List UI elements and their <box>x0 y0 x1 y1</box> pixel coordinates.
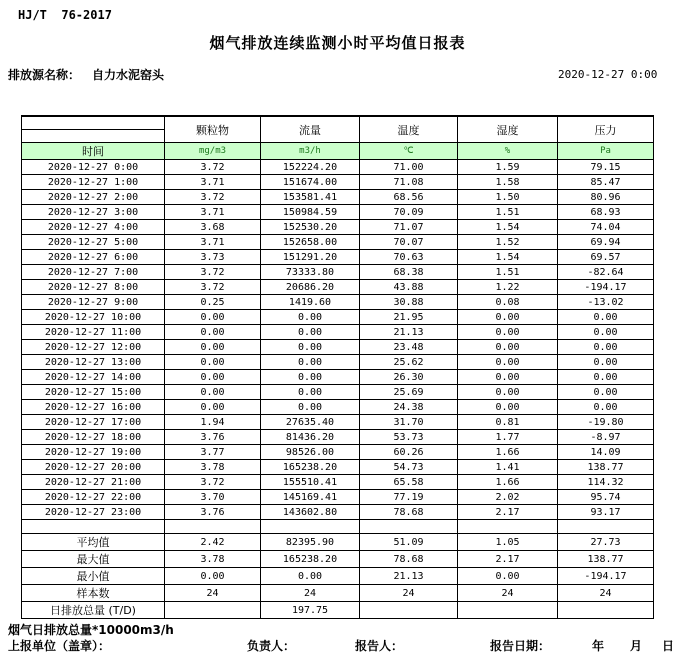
value-cell: 0.00 <box>261 385 360 400</box>
value-cell: 54.73 <box>360 460 458 475</box>
value-cell: 0.00 <box>261 355 360 370</box>
summary-value: 21.13 <box>360 568 458 585</box>
value-cell: 1.77 <box>458 430 558 445</box>
value-cell: 93.17 <box>558 505 654 520</box>
value-cell: 79.15 <box>558 160 654 175</box>
value-cell: 3.71 <box>165 205 261 220</box>
unit-flow: m3/h <box>261 143 360 160</box>
col-header-flow: 流量 <box>261 116 360 143</box>
value-cell: 3.68 <box>165 220 261 235</box>
value-cell: 81436.20 <box>261 430 360 445</box>
value-cell: 21.13 <box>360 325 458 340</box>
value-cell: 3.71 <box>165 175 261 190</box>
value-cell: 21.95 <box>360 310 458 325</box>
time-cell: 2020-12-27 18:00 <box>22 430 165 445</box>
time-cell: 2020-12-27 1:00 <box>22 175 165 190</box>
value-cell: 3.76 <box>165 430 261 445</box>
source-name: 自力水泥窑头 <box>92 68 165 82</box>
unit-humidity: % <box>458 143 558 160</box>
source-label: 排放源名称： <box>8 68 81 82</box>
value-cell: 68.93 <box>558 205 654 220</box>
value-cell: 0.00 <box>165 325 261 340</box>
summary-value: 24 <box>165 585 261 602</box>
table-row <box>22 310 654 325</box>
day-label: 日 <box>662 639 675 653</box>
spacer-row <box>22 520 654 534</box>
time-cell: 2020-12-27 3:00 <box>22 205 165 220</box>
summary-value: 24 <box>360 585 458 602</box>
time-cell: 2020-12-27 22:00 <box>22 490 165 505</box>
value-cell: 0.00 <box>165 370 261 385</box>
value-cell: 14.09 <box>558 445 654 460</box>
table-row <box>22 385 654 400</box>
header-blank-bottom <box>22 130 165 143</box>
time-cell: 2020-12-27 7:00 <box>22 265 165 280</box>
value-cell: 1.58 <box>458 175 558 190</box>
value-cell: 77.19 <box>360 490 458 505</box>
col-header-pressure: 压力 <box>558 116 654 143</box>
summary-value <box>558 602 654 619</box>
value-cell: 0.08 <box>458 295 558 310</box>
summary-value <box>360 602 458 619</box>
value-cell: 1.52 <box>458 235 558 250</box>
value-cell: 3.72 <box>165 190 261 205</box>
spacer-cell <box>261 520 360 534</box>
value-cell: 2.17 <box>458 505 558 520</box>
value-cell: 98526.00 <box>261 445 360 460</box>
col-header-temperature: 温度 <box>360 116 458 143</box>
table-row <box>22 160 654 175</box>
table-row <box>22 325 654 340</box>
time-cell: 2020-12-27 8:00 <box>22 280 165 295</box>
time-cell: 2020-12-27 13:00 <box>22 355 165 370</box>
value-cell: 31.70 <box>360 415 458 430</box>
time-cell: 2020-12-27 4:00 <box>22 220 165 235</box>
summary-label: 日排放总量 (T/D) <box>22 602 165 619</box>
summary-value: 2.17 <box>458 551 558 568</box>
value-cell: 0.00 <box>558 385 654 400</box>
value-cell: 0.25 <box>165 295 261 310</box>
value-cell: 114.32 <box>558 475 654 490</box>
summary-value: 0.00 <box>458 568 558 585</box>
value-cell: 3.76 <box>165 505 261 520</box>
monitoring-table <box>21 115 654 619</box>
time-cell: 2020-12-27 9:00 <box>22 295 165 310</box>
value-cell: -13.02 <box>558 295 654 310</box>
value-cell: 0.00 <box>458 340 558 355</box>
value-cell: 0.00 <box>165 385 261 400</box>
table-row <box>22 340 654 355</box>
value-cell: 1.54 <box>458 220 558 235</box>
summary-value: -194.17 <box>558 568 654 585</box>
value-cell: -19.80 <box>558 415 654 430</box>
spacer-cell <box>360 520 458 534</box>
table-row <box>22 190 654 205</box>
value-cell: 73333.80 <box>261 265 360 280</box>
table-row <box>22 175 654 190</box>
summary-value: 0.00 <box>165 568 261 585</box>
value-cell: 1.22 <box>458 280 558 295</box>
summary-label: 最大值 <box>22 551 165 568</box>
responsible-label: 负责人： <box>247 639 296 653</box>
table-row <box>22 475 654 490</box>
value-cell: 0.00 <box>165 400 261 415</box>
spacer-cell <box>458 520 558 534</box>
value-cell: 0.00 <box>458 400 558 415</box>
value-cell: 3.72 <box>165 475 261 490</box>
summary-value: 197.75 <box>261 602 360 619</box>
summary-value: 165238.20 <box>261 551 360 568</box>
table-row <box>22 415 654 430</box>
table-row <box>22 235 654 250</box>
value-cell: 69.57 <box>558 250 654 265</box>
value-cell: 0.00 <box>558 310 654 325</box>
value-cell: 1.66 <box>458 445 558 460</box>
value-cell: 1419.60 <box>261 295 360 310</box>
summary-value: 51.09 <box>360 534 458 551</box>
time-cell: 2020-12-27 17:00 <box>22 415 165 430</box>
value-cell: 27635.40 <box>261 415 360 430</box>
time-cell: 2020-12-27 10:00 <box>22 310 165 325</box>
time-cell: 2020-12-27 15:00 <box>22 385 165 400</box>
value-cell: 80.96 <box>558 190 654 205</box>
time-cell: 2020-12-27 19:00 <box>22 445 165 460</box>
value-cell: 25.62 <box>360 355 458 370</box>
value-cell: 60.26 <box>360 445 458 460</box>
value-cell: 24.38 <box>360 400 458 415</box>
table-row <box>22 505 654 520</box>
summary-value: 1.05 <box>458 534 558 551</box>
table-body <box>22 160 654 619</box>
value-cell: 151674.00 <box>261 175 360 190</box>
summary-value: 82395.90 <box>261 534 360 551</box>
summary-row <box>22 585 654 602</box>
spacer-cell <box>165 520 261 534</box>
value-cell: 20686.20 <box>261 280 360 295</box>
summary-row <box>22 602 654 619</box>
value-cell: 3.73 <box>165 250 261 265</box>
summary-value: 0.00 <box>261 568 360 585</box>
summary-value: 27.73 <box>558 534 654 551</box>
value-cell: 0.00 <box>458 370 558 385</box>
table-row <box>22 355 654 370</box>
value-cell: -82.64 <box>558 265 654 280</box>
value-cell: 0.00 <box>558 340 654 355</box>
header-blank-top <box>22 116 165 130</box>
value-cell: 0.81 <box>458 415 558 430</box>
value-cell: 153581.41 <box>261 190 360 205</box>
summary-value: 3.78 <box>165 551 261 568</box>
value-cell: 1.41 <box>458 460 558 475</box>
table-row <box>22 205 654 220</box>
value-cell: 152224.20 <box>261 160 360 175</box>
time-cell: 2020-12-27 23:00 <box>22 505 165 520</box>
summary-value <box>165 602 261 619</box>
value-cell: 152530.20 <box>261 220 360 235</box>
value-cell: 95.74 <box>558 490 654 505</box>
report-date-label: 报告日期： <box>490 639 551 653</box>
value-cell: -8.97 <box>558 430 654 445</box>
value-cell: 3.72 <box>165 280 261 295</box>
value-cell: 53.73 <box>360 430 458 445</box>
value-cell: 43.88 <box>360 280 458 295</box>
month-label: 月 <box>630 639 643 653</box>
summary-value: 2.42 <box>165 534 261 551</box>
table-row <box>22 295 654 310</box>
unit-temperature: ℃ <box>360 143 458 160</box>
value-cell: 1.50 <box>458 190 558 205</box>
value-cell: 30.88 <box>360 295 458 310</box>
value-cell: 0.00 <box>261 370 360 385</box>
value-cell: 0.00 <box>558 400 654 415</box>
value-cell: 85.47 <box>558 175 654 190</box>
value-cell: 3.70 <box>165 490 261 505</box>
table-row <box>22 400 654 415</box>
summary-value: 24 <box>458 585 558 602</box>
value-cell: 1.54 <box>458 250 558 265</box>
table-row <box>22 280 654 295</box>
value-cell: 70.63 <box>360 250 458 265</box>
reporter-label: 报告人： <box>355 639 404 653</box>
value-cell: 0.00 <box>165 340 261 355</box>
table-row <box>22 220 654 235</box>
value-cell: 68.38 <box>360 265 458 280</box>
col-header-particulate: 颗粒物 <box>165 116 261 143</box>
value-cell: 3.72 <box>165 160 261 175</box>
value-cell: 1.66 <box>458 475 558 490</box>
value-cell: 1.94 <box>165 415 261 430</box>
unit-pressure: Pa <box>558 143 654 160</box>
value-cell: 69.94 <box>558 235 654 250</box>
value-cell: 0.00 <box>458 310 558 325</box>
value-cell: 3.78 <box>165 460 261 475</box>
value-cell: 0.00 <box>558 370 654 385</box>
value-cell: 70.09 <box>360 205 458 220</box>
value-cell: 0.00 <box>458 325 558 340</box>
summary-label: 样本数 <box>22 585 165 602</box>
time-cell: 2020-12-27 16:00 <box>22 400 165 415</box>
value-cell: 2.02 <box>458 490 558 505</box>
summary-row <box>22 534 654 551</box>
value-cell: 0.00 <box>165 355 261 370</box>
value-cell: 1.51 <box>458 205 558 220</box>
value-cell: 1.51 <box>458 265 558 280</box>
value-cell: 25.69 <box>360 385 458 400</box>
value-cell: 23.48 <box>360 340 458 355</box>
summary-value: 24 <box>261 585 360 602</box>
source-line <box>8 66 164 83</box>
value-cell: 26.30 <box>360 370 458 385</box>
summary-row <box>22 568 654 585</box>
spacer-cell <box>22 520 165 534</box>
value-cell: 70.07 <box>360 235 458 250</box>
time-cell: 2020-12-27 12:00 <box>22 340 165 355</box>
standard-number: HJ/T 76-2017 <box>18 8 112 22</box>
value-cell: -194.17 <box>558 280 654 295</box>
value-cell: 152658.00 <box>261 235 360 250</box>
summary-label: 最小值 <box>22 568 165 585</box>
time-cell: 2020-12-27 20:00 <box>22 460 165 475</box>
value-cell: 3.77 <box>165 445 261 460</box>
value-cell: 150984.59 <box>261 205 360 220</box>
summary-row <box>22 551 654 568</box>
value-cell: 0.00 <box>261 310 360 325</box>
value-cell: 1.59 <box>458 160 558 175</box>
value-cell: 3.71 <box>165 235 261 250</box>
table-row <box>22 370 654 385</box>
value-cell: 151291.20 <box>261 250 360 265</box>
table-row <box>22 460 654 475</box>
table-row <box>22 490 654 505</box>
time-cell: 2020-12-27 21:00 <box>22 475 165 490</box>
value-cell: 0.00 <box>261 325 360 340</box>
value-cell: 0.00 <box>261 400 360 415</box>
year-label: 年 <box>592 639 605 653</box>
value-cell: 0.00 <box>165 310 261 325</box>
time-cell: 2020-12-27 5:00 <box>22 235 165 250</box>
time-cell: 2020-12-27 11:00 <box>22 325 165 340</box>
summary-label: 平均值 <box>22 534 165 551</box>
header-row-1 <box>22 116 654 130</box>
value-cell: 0.00 <box>458 385 558 400</box>
summary-value: 24 <box>558 585 654 602</box>
units-row <box>22 143 654 160</box>
value-cell: 143602.80 <box>261 505 360 520</box>
report-datetime: 2020-12-27 0:00 <box>558 68 658 81</box>
summary-value: 78.68 <box>360 551 458 568</box>
value-cell: 155510.41 <box>261 475 360 490</box>
table-row <box>22 430 654 445</box>
value-cell: 74.04 <box>558 220 654 235</box>
value-cell: 0.00 <box>558 325 654 340</box>
report-unit-label: 上报单位（盖章）： <box>8 639 111 653</box>
table-row <box>22 250 654 265</box>
value-cell: 0.00 <box>558 355 654 370</box>
table-row <box>22 445 654 460</box>
value-cell: 78.68 <box>360 505 458 520</box>
value-cell: 0.00 <box>261 340 360 355</box>
summary-value: 138.77 <box>558 551 654 568</box>
value-cell: 138.77 <box>558 460 654 475</box>
time-cell: 2020-12-27 14:00 <box>22 370 165 385</box>
spacer-cell <box>558 520 654 534</box>
value-cell: 71.07 <box>360 220 458 235</box>
footer-note: 烟气日排放总量*10000m3/h <box>8 623 174 637</box>
value-cell: 68.56 <box>360 190 458 205</box>
value-cell: 65.58 <box>360 475 458 490</box>
value-cell: 71.00 <box>360 160 458 175</box>
unit-particulate: mg/m3 <box>165 143 261 160</box>
time-cell: 2020-12-27 6:00 <box>22 250 165 265</box>
page-title: 烟气排放连续监测小时平均值日报表 <box>209 34 466 52</box>
time-cell: 2020-12-27 2:00 <box>22 190 165 205</box>
value-cell: 145169.41 <box>261 490 360 505</box>
time-header: 时间 <box>22 143 165 160</box>
time-cell: 2020-12-27 0:00 <box>22 160 165 175</box>
value-cell: 71.08 <box>360 175 458 190</box>
summary-value <box>458 602 558 619</box>
value-cell: 0.00 <box>458 355 558 370</box>
col-header-humidity: 湿度 <box>458 116 558 143</box>
table-row <box>22 265 654 280</box>
value-cell: 3.72 <box>165 265 261 280</box>
value-cell: 165238.20 <box>261 460 360 475</box>
